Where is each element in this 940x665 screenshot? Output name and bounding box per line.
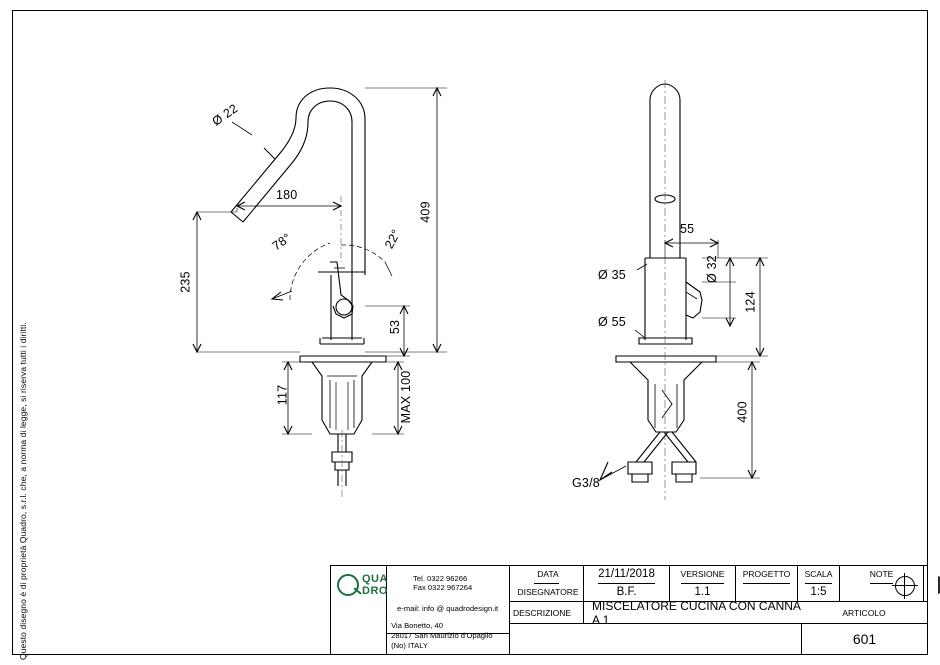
- copyright-notice-area: [18, 20, 32, 660]
- field-scala-label: SCALA: [805, 566, 833, 584]
- field-data-label: DATA: [534, 566, 558, 584]
- projection-symbol-icon: [924, 566, 927, 601]
- dim-label-angle-22: 22°: [381, 227, 404, 251]
- field-data-group: [510, 566, 584, 601]
- title-block-fields: [510, 566, 927, 654]
- logo-text-line2: DRO: [362, 585, 388, 597]
- field-scala-value: 1:5: [810, 586, 827, 599]
- dim-label-angle-78: 78°: [269, 230, 294, 254]
- company-email: e-mail: info @ quadrodesign.it: [397, 604, 499, 613]
- field-note-label: NOTE: [870, 566, 894, 584]
- field-versione-value: 1.1: [694, 586, 711, 599]
- field-articolo-label: ARTICOLO: [842, 607, 886, 618]
- field-versione-label: VERSIONE: [681, 566, 725, 584]
- dim-label-124: 124: [743, 291, 758, 313]
- field-designer-label: DISEGNATORE: [517, 587, 579, 598]
- company-address: [391, 621, 509, 651]
- company-contact-block: [387, 566, 510, 654]
- title-block: [330, 565, 928, 655]
- dim-label-thread-g38: G3/8: [572, 476, 600, 490]
- dim-label-diameter-35: Ø 35: [598, 268, 626, 282]
- field-scala-group: [798, 566, 840, 601]
- article-row: [510, 624, 927, 654]
- field-descrizione-label: DESCRIZIONE: [510, 602, 584, 623]
- dim-label-diameter-22: Ø 22: [209, 101, 241, 129]
- crosshair-circle-icon: [895, 576, 915, 596]
- dim-label-53: 53: [388, 319, 403, 335]
- field-data-values: [584, 566, 670, 601]
- logo-circle-icon: [337, 574, 359, 596]
- description-row: [510, 598, 927, 627]
- dim-label-max-100: MAX 100: [399, 370, 413, 424]
- field-articolo-value: 601: [801, 624, 927, 654]
- dim-label-117: 117: [275, 384, 290, 406]
- field-versione-group: [670, 566, 736, 601]
- dim-label-diameter-55: Ø 55: [598, 315, 626, 329]
- logo-text-line1: QUA: [362, 573, 388, 585]
- dim-label-180: 180: [276, 188, 298, 202]
- copyright-notice: Questo disegno è di proprietà Quadro, s.r.l. che, a norma di legge, si riserva tutti i diritti.: [18, 322, 28, 660]
- dim-label-diameter-32: Ø 32: [704, 255, 719, 283]
- field-progetto-group: [736, 566, 798, 601]
- description-spacer: [510, 624, 801, 654]
- company-phone-area: [413, 574, 472, 593]
- field-designer-value: B.F.: [616, 586, 637, 599]
- title-block-row-headers: [510, 566, 927, 602]
- company-address-line1: Via Bonetto, 40: [391, 621, 443, 631]
- sheet-border: [12, 10, 928, 655]
- company-fax: Fax 0322 967264: [413, 583, 473, 593]
- dim-label-400: 400: [735, 401, 750, 423]
- field-data-value: 21/11/2018: [598, 566, 655, 584]
- dim-label-55: 55: [680, 222, 695, 236]
- dim-label-235: 235: [178, 271, 193, 293]
- field-progetto-label: PROGETTO: [743, 566, 791, 584]
- company-logo: [331, 566, 387, 654]
- dim-label-409: 409: [418, 201, 433, 223]
- company-tel: Tel. 0322 96266: [413, 574, 468, 583]
- field-descrizione-value: MISCELATORE CUCINA CON CANNA A 1: [592, 598, 801, 627]
- company-address-line2: 28017 San Maurizio d'Opaglio (No) ITALY: [391, 631, 493, 651]
